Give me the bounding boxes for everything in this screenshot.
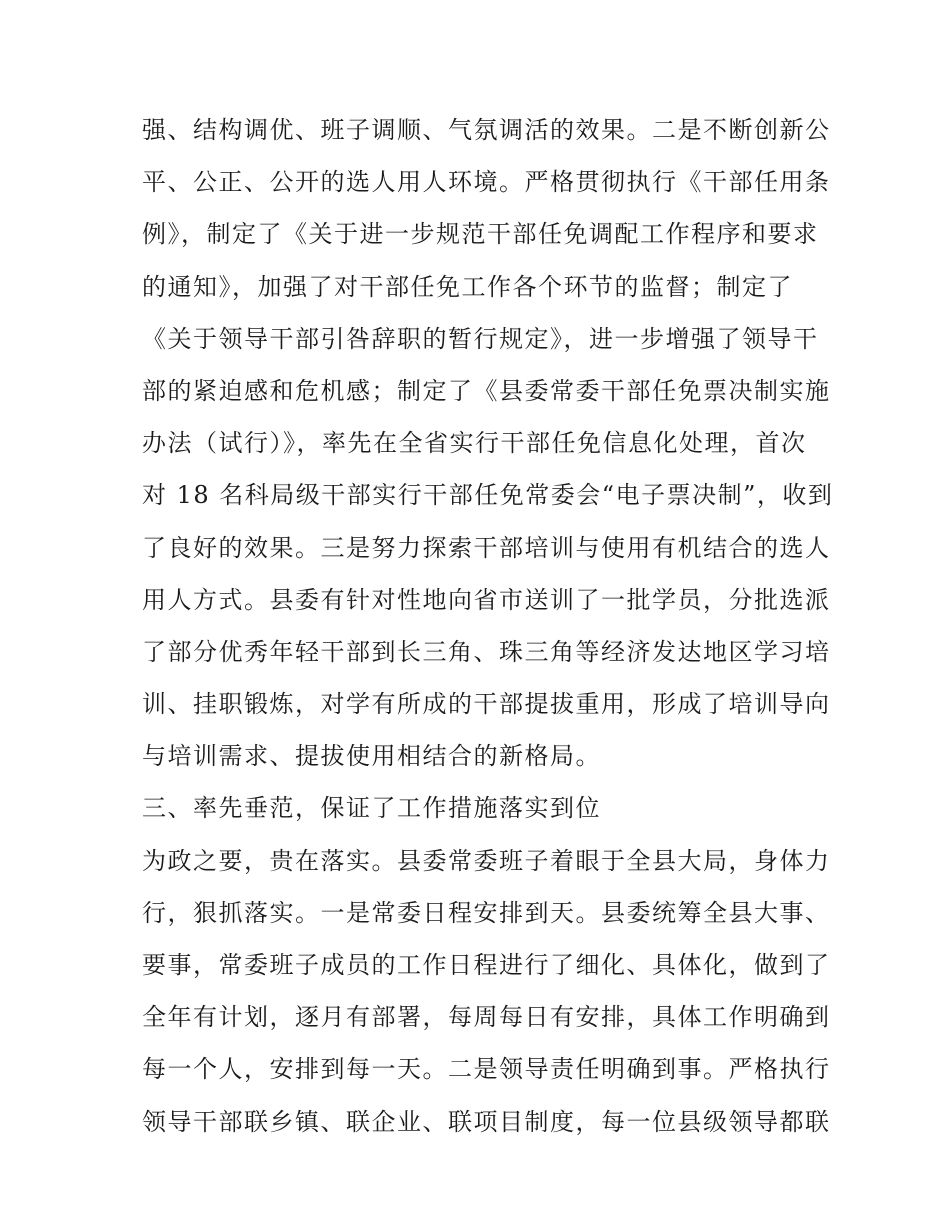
- text-line: 全年有计划，逐月有部署，每周每日有安排，具体工作明确到: [142, 1003, 831, 1032]
- document-body: [142, 104, 834, 1148]
- text-line: 每一个人，安排到每一天。二是领导责任明确到事。严格执行: [142, 1055, 831, 1084]
- section-heading: 三、率先垂范，保证了工作措施落实到位: [142, 794, 601, 823]
- text-line: 例》，制定了《关于进一步规范干部任免调配工作程序和要求: [142, 220, 819, 249]
- text-line: 部的紧迫感和危机感；制定了《县委常委干部任免票决制实施: [142, 376, 831, 405]
- text-line: 强、结构调优、班子调顺、气氛调活的效果。二是不断创新公: [142, 116, 831, 144]
- text-line: 《关于领导干部引咎辞职的暂行规定》，进一步增强了领导干: [142, 324, 819, 353]
- text-line: 与培训需求、提拔使用相结合的新格局。: [142, 742, 601, 771]
- text-line: 的通知》，加强了对干部任免工作各个环节的监督；制定了: [142, 272, 793, 301]
- text-line: 要事，常委班子成员的工作日程进行了细化、具体化，做到了: [142, 951, 831, 979]
- text-line: 了部分优秀年轻干部到长三角、珠三角等经济发达地区学习培: [142, 637, 831, 666]
- text-line: 平、公正、公开的选人用人环境。严格贯彻执行《干部任用条: [142, 168, 831, 197]
- text-line: 对 18 名科局级干部实行干部任免常委会“电子票决制”，收到: [142, 481, 834, 510]
- text-line: 训、挂职锻炼，对学有所成的干部提拔重用，形成了培训导向: [142, 690, 831, 719]
- text-line: 行，狠抓落实。一是常委日程安排到天。县委统筹全县大事、: [142, 898, 831, 927]
- text-line: 领导干部联乡镇、联企业、联项目制度，每一位县级领导都联: [142, 1107, 831, 1136]
- text-line: 用人方式。县委有针对性地向省市送训了一批学员，分批选派: [142, 585, 831, 614]
- text-line: 办法（试行）》，率先在全省实行干部任免信息化处理，首次: [142, 429, 807, 458]
- text-line: 了良好的效果。三是努力探索干部培训与使用有机结合的选人: [142, 533, 831, 562]
- text-line: 为政之要，贵在落实。县委常委班子着眼于全县大局，身体力: [142, 846, 831, 875]
